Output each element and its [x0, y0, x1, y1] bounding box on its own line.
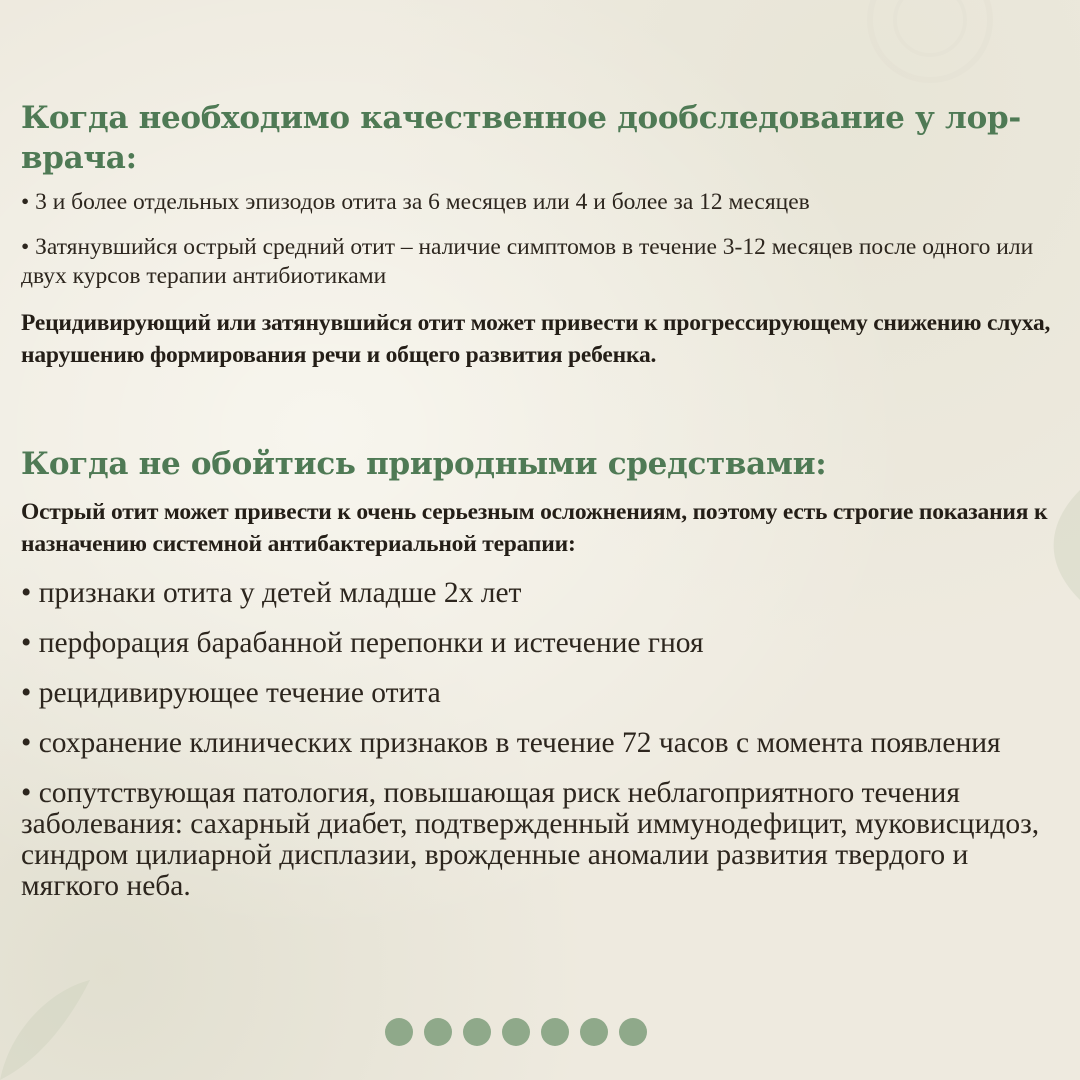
- ornament-decoration-icon: [780, 0, 1040, 110]
- pagination-dot[interactable]: [424, 1018, 452, 1046]
- pagination-dot[interactable]: [463, 1018, 491, 1046]
- content-area: [21, 98, 1051, 921]
- section1-list-item: • 3 и более отдельных эпизодов отита за 6 месяцев или 4 и более за 12 месяцев: [21, 189, 810, 215]
- indication-item: • сопутствующая патология, повышающая риск неблагоприятного течения заболевания: сахарный диабет, подтвержденный иммунодефицит, муковисцидоз, синдром цилиарной дисплазии, врожденные аномалии развития твердого и мягкого неба.: [21, 777, 1040, 902]
- section1-warning: Рецидивирующий или затянувшийся отит может привести к прогрессирующему снижению слуха, нарушению формирования речи и общего развития ребенка.: [21, 310, 1051, 368]
- section2-intro: Острый отит может привести к очень серьезным осложнениям, поэтому есть строгие показания к назначению системной антибактериальной терапии:: [21, 499, 1048, 557]
- leaf-decoration-icon: [0, 980, 90, 1080]
- pagination-dot[interactable]: [502, 1018, 530, 1046]
- pagination-dot[interactable]: [541, 1018, 569, 1046]
- section1-heading: Когда необходимо качественное дообследование у лор-врача:: [21, 100, 1021, 176]
- indication-item: • рецидивирующее течение отита: [21, 677, 441, 709]
- indication-item: • перфорация барабанной перепонки и истечение гноя: [21, 627, 704, 659]
- indication-item: • признаки отита у детей младше 2х лет: [21, 577, 522, 609]
- indications-list: [21, 578, 1051, 902]
- pagination-dot[interactable]: [385, 1018, 413, 1046]
- pagination-dot[interactable]: [619, 1018, 647, 1046]
- section2-heading: Когда не обойтись природными средствами:: [21, 446, 827, 482]
- indication-item: • сохранение клинических признаков в течение 72 часов с момента появления: [21, 727, 1001, 759]
- pagination-dots: [385, 1018, 647, 1046]
- section1-list-item: • Затянувшийся острый средний отит – наличие симптомов в течение 3-12 месяцев после одного или двух курсов терапии антибиотиками: [21, 234, 1034, 289]
- pagination-dot[interactable]: [580, 1018, 608, 1046]
